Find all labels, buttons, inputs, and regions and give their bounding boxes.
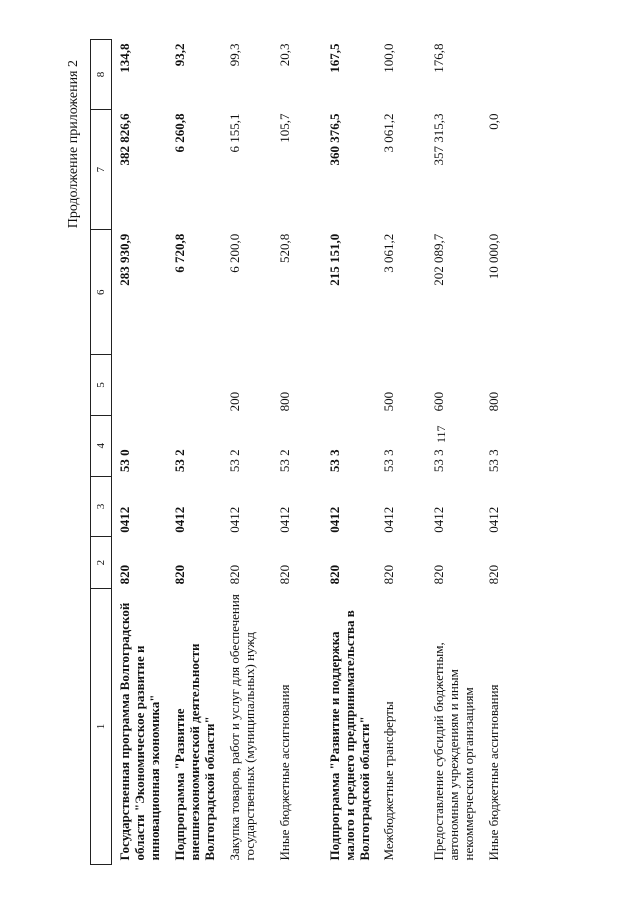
cell-percent: 93,2 xyxy=(171,43,187,67)
col-header-8: 8 xyxy=(91,40,112,110)
col-header-3: 3 xyxy=(91,476,112,537)
cell-percent xyxy=(481,40,531,110)
table-row xyxy=(272,40,322,865)
cell-planned-amount: 6 720,8 xyxy=(171,233,187,273)
cell-section-code: 0412 xyxy=(226,506,242,533)
cell-target-article: 53 0 xyxy=(117,449,132,473)
cell-section-code: 0412 xyxy=(117,506,132,533)
cell-planned-amount: 202 089,7 xyxy=(431,233,447,286)
table-row xyxy=(222,40,272,865)
cell-ministry-code: 820 xyxy=(117,564,132,585)
cell-ministry-code: 820 xyxy=(226,564,242,585)
cell-actual-amount: 6 155,1 xyxy=(226,113,242,153)
row-name: Закупка товаров, работ и услуг для обеспечения государственных (муниципальных) нужд xyxy=(226,594,257,861)
cell-percent: 20,3 xyxy=(276,43,292,67)
table-row xyxy=(112,40,167,865)
cell-actual-amount: 360 376,5 xyxy=(326,113,342,166)
cell-section-code: 0412 xyxy=(276,506,292,533)
cell-actual-amount: 105,7 xyxy=(276,113,292,143)
table-row xyxy=(167,40,222,865)
cell-target-article: 53 3 xyxy=(431,449,447,473)
column-number-row xyxy=(91,40,112,865)
cell-expense-type xyxy=(322,355,377,416)
cell-expense-type: 800 xyxy=(486,391,502,412)
cell-planned-amount: 10 000,0 xyxy=(486,233,502,280)
cell-section-code: 0412 xyxy=(326,506,342,533)
cell-percent: 176,8 xyxy=(431,43,447,73)
cell-actual-amount: 0,0 xyxy=(486,113,502,130)
cell-planned-amount: 215 151,0 xyxy=(326,233,342,286)
cell-target-article: 53 2 xyxy=(226,449,242,473)
cell-ministry-code: 820 xyxy=(486,564,502,585)
table-row xyxy=(426,40,481,865)
cell-actual-amount: 382 826,6 xyxy=(117,113,132,166)
cell-target-article: 53 2 xyxy=(276,449,292,473)
cell-expense-type: 600 xyxy=(431,391,447,412)
table-row xyxy=(481,40,531,865)
cell-expense-type: 500 xyxy=(381,391,397,412)
cell-percent: 134,8 xyxy=(117,43,132,73)
cell-ministry-code: 820 xyxy=(276,564,292,585)
col-header-4: 4 xyxy=(91,415,112,476)
cell-actual-amount: 357 315,3 xyxy=(431,113,447,166)
row-name: Иные бюджетные ассигнования xyxy=(486,684,502,861)
cell-expense-type: 200 xyxy=(226,391,242,412)
cell-section-code: 0412 xyxy=(431,506,447,533)
row-name: Подпрограмма "Развитие и поддержка малого и среднего предпринимательства в Волгоградской области" xyxy=(326,610,372,861)
col-header-2: 2 xyxy=(91,537,112,589)
appendix-continuation-note: Продолжение приложения 2 xyxy=(66,60,81,229)
budget-table xyxy=(90,39,531,865)
cell-actual-amount: 6 260,8 xyxy=(171,113,187,153)
row-name: Предоставление субсидий бюджетным, автономным учреждениям и иным некоммерческим организациям xyxy=(431,642,477,861)
cell-planned-amount: 283 930,9 xyxy=(117,233,132,286)
cell-ministry-code: 820 xyxy=(431,564,447,585)
cell-ministry-code: 820 xyxy=(326,564,342,585)
cell-planned-amount: 3 061,2 xyxy=(381,233,397,273)
cell-section-code: 0412 xyxy=(171,506,187,533)
cell-target-article: 53 3 xyxy=(381,449,397,473)
cell-ministry-code: 820 xyxy=(171,564,187,585)
cell-planned-amount: 520,8 xyxy=(276,233,292,263)
row-name: Иные бюджетные ассигнования xyxy=(276,684,292,861)
table-row xyxy=(322,40,377,865)
cell-planned-amount: 6 200,0 xyxy=(226,233,242,273)
cell-ministry-code: 820 xyxy=(381,564,397,585)
table-body xyxy=(112,40,532,865)
cell-expense-type: 800 xyxy=(276,391,292,412)
cell-target-article: 53 3 xyxy=(326,449,342,473)
cell-actual-amount: 3 061,2 xyxy=(381,113,397,153)
cell-expense-type xyxy=(112,355,167,416)
row-name: Государственная программа Волгоградской области "Экономическое развитие и инновационная экономика" xyxy=(117,602,162,861)
cell-target-article: 53 2 xyxy=(171,449,187,473)
cell-section-code: 0412 xyxy=(381,506,397,533)
cell-expense-type xyxy=(167,355,222,416)
col-header-1: 1 xyxy=(91,588,112,864)
cell-percent: 99,3 xyxy=(226,43,242,67)
row-name: Подпрограмма "Развитие внешнеэкономической деятельности Волгоградской области" xyxy=(171,643,217,861)
col-header-5: 5 xyxy=(91,355,112,416)
cell-percent: 100,0 xyxy=(381,43,397,73)
table-row xyxy=(376,40,426,865)
col-header-6: 6 xyxy=(91,230,112,355)
row-name: Межбюджетные трансферты xyxy=(381,701,397,861)
cell-section-code: 0412 xyxy=(486,506,502,533)
col-header-7: 7 xyxy=(91,109,112,229)
cell-percent: 167,5 xyxy=(326,43,342,73)
cell-target-article: 53 3 xyxy=(486,449,502,473)
page-number: 117 xyxy=(434,425,448,443)
